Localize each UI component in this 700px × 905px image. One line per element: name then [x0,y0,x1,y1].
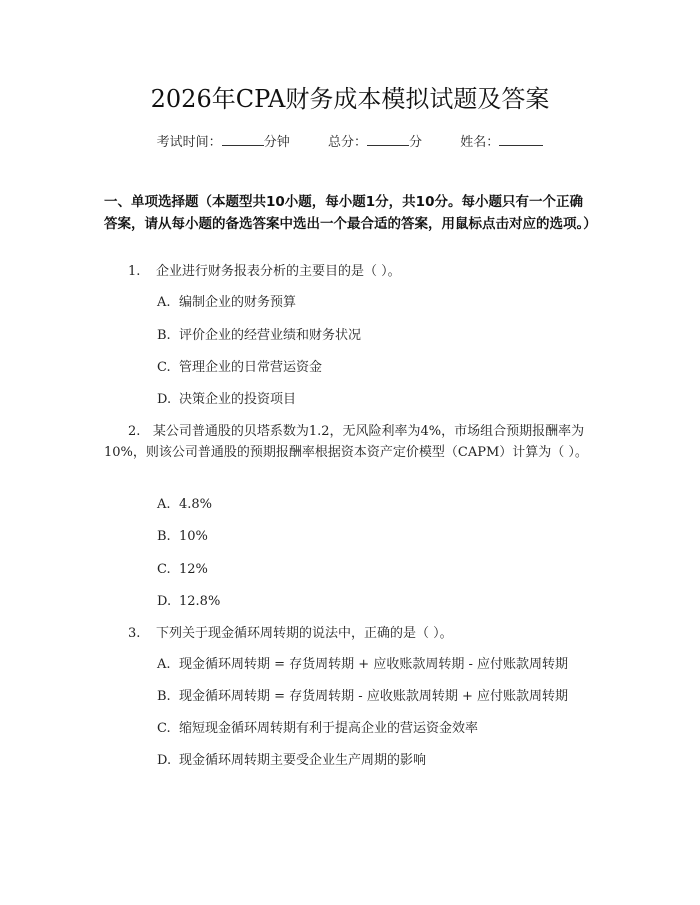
total-score-blank [367,132,409,146]
question-3 [104,623,600,644]
question-3-option-b[interactable] [157,688,568,706]
question-2-option-c[interactable] [157,561,208,579]
option-text: 10% [179,529,208,544]
option-text: 12% [179,562,208,577]
question-number: 1. [128,264,141,279]
option-text: 缩短现金循环周转期有利于提高企业的营运资金效率 [179,721,479,736]
option-letter: C. [157,721,171,736]
question-2-option-d[interactable] [157,593,220,611]
option-text: 现金循环周转期主要受企业生产周期的影响 [179,753,427,768]
exam-meta-line [0,132,700,152]
option-letter: A. [157,657,171,672]
page-title: 2026年CPA财务成本模拟试题及答案 [150,85,550,113]
option-letter: B. [157,328,171,343]
option-letter: D. [157,392,172,407]
question-text: 下列关于现金循环周转期的说法中，正确的是（ ）。 [156,626,453,641]
question-2-option-b[interactable] [157,528,208,546]
option-text: 现金循环周转期 = 存货周转期 + 应收账款周转期 - 应付账款周转期 [179,657,568,672]
total-score-unit: 分 [409,135,423,150]
question-number: 3. [128,626,141,641]
question-2 [104,421,604,463]
question-1-option-c[interactable] [157,359,322,377]
option-text: 管理企业的日常营运资金 [179,360,323,375]
question-3-option-a[interactable] [157,656,568,674]
question-1-option-d[interactable] [157,391,296,409]
question-3-option-d[interactable] [157,752,426,770]
question-text: 企业进行财务报表分析的主要目的是（ ）。 [156,264,401,279]
option-text: 评价企业的经营业绩和财务状况 [179,328,362,343]
exam-time-unit: 分钟 [263,135,290,150]
option-letter: C. [157,360,171,375]
option-letter: D. [157,753,172,768]
option-text: 4.8% [179,497,213,512]
option-letter: C. [157,562,171,577]
option-text: 12.8% [179,594,221,609]
question-text: 某公司普通股的贝塔系数为1.2，无风险利率为4%，市场组合预期报酬率为10%，则该公司普通股的预期报酬率根据资本资产定价模型（CAPM）计算为（ ）。 [104,424,588,460]
question-number: 2. [128,424,141,439]
option-text: 编制企业的财务预算 [179,295,297,310]
option-letter: B. [157,689,171,704]
option-text: 决策企业的投资项目 [179,392,297,407]
exam-time-label: 考试时间： [156,135,222,150]
option-letter: B. [157,529,171,544]
question-1 [104,261,600,282]
option-letter: A. [157,295,171,310]
exam-time-blank [222,132,264,146]
total-score-label: 总分： [327,135,367,150]
option-text: 现金循环周转期 = 存货周转期 - 应收账款周转期 + 应付账款周转期 [179,689,568,704]
section-heading: 一、单项选择题（本题型共10小题，每小题1分，共10分。每小题只有一个正确答案，请从每小题的备选答案中选出一个最合适的答案，用鼠标点击对应的选项。） [104,194,597,232]
option-letter: D. [157,594,172,609]
question-1-option-b[interactable] [157,327,361,345]
name-label: 姓名： [460,135,500,150]
question-2-option-a[interactable] [157,496,212,514]
name-blank [499,132,543,146]
option-letter: A. [157,497,171,512]
question-1-option-a[interactable] [157,294,296,312]
question-3-option-c[interactable] [157,720,478,738]
